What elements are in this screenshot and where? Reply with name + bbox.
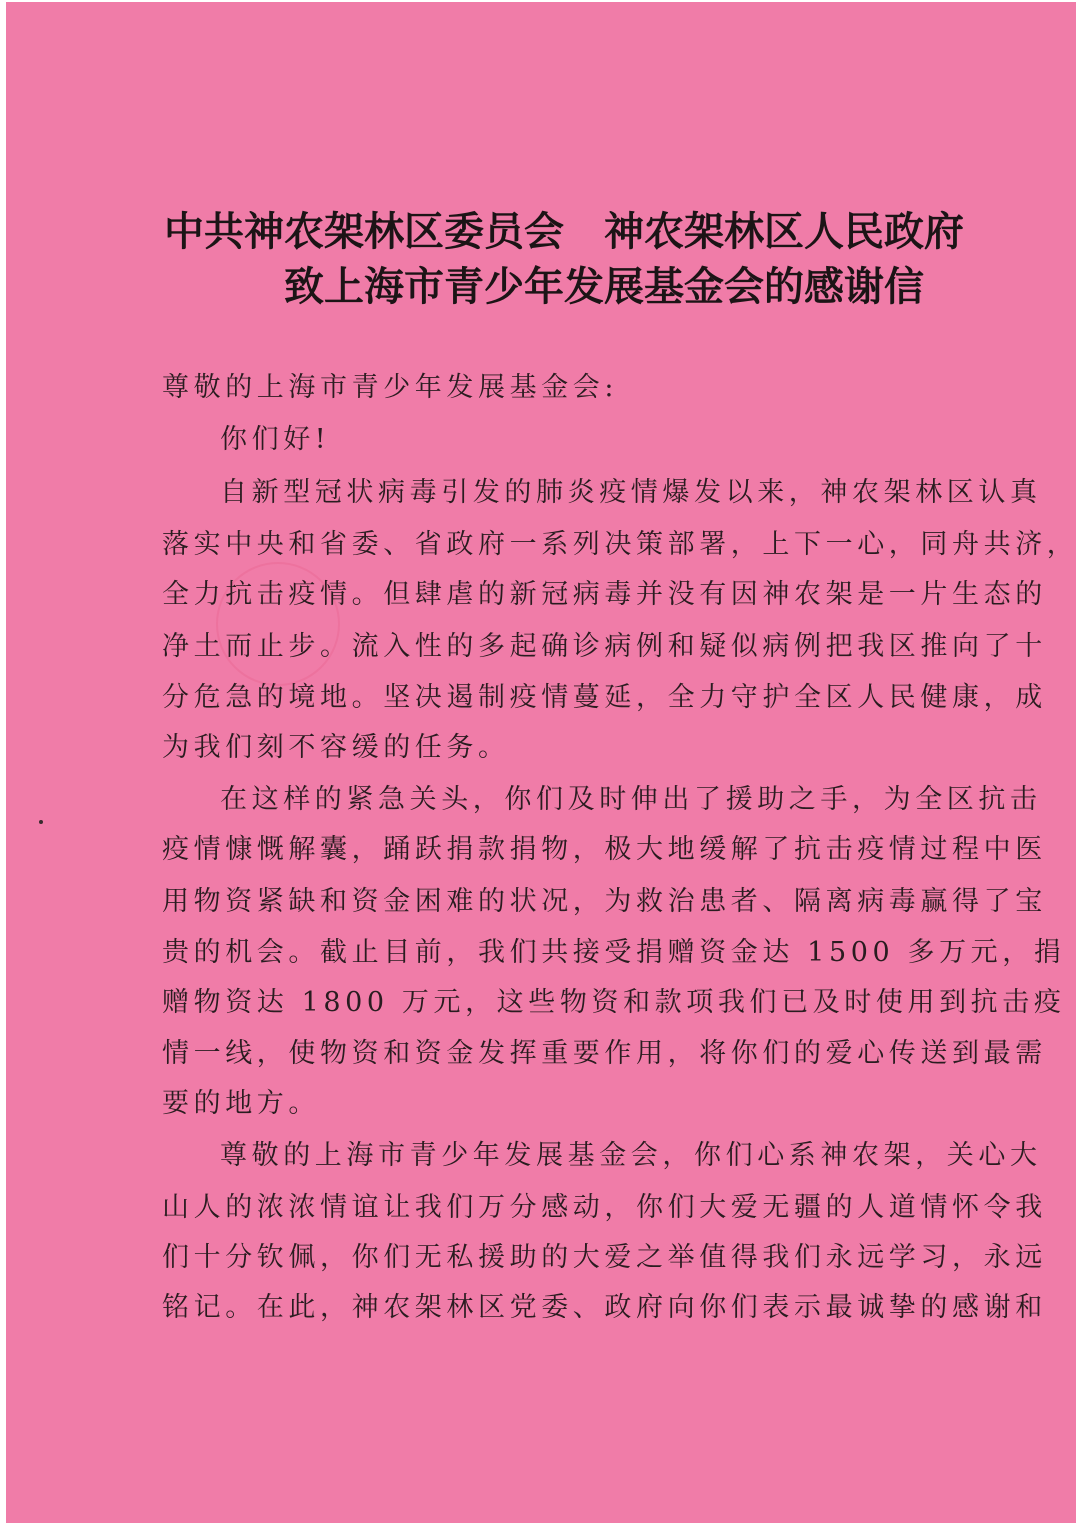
salutation: 尊敬的上海市青少年发展基金会:	[162, 372, 619, 403]
paragraph-1-line: 落实中央和省委、省政府一系列决策部署，上下一心，同舟共济，	[162, 529, 1079, 560]
paragraph-1-line: 为我们刻不容缓的任务。	[162, 732, 510, 763]
paragraph-2-line: 情一线，使物资和资金发挥重要作用，将你们的爱心传送到最需	[162, 1038, 1047, 1069]
paragraph-3-line: 们十分钦佩，你们无私援助的大爱之举值得我们永远学习，永远	[162, 1242, 1047, 1273]
greeting: 你们好!	[220, 424, 331, 455]
paragraph-3-line: 山人的浓浓情谊让我们万分感动，你们大爱无疆的人道情怀令我	[162, 1192, 1047, 1223]
paragraph-2-line: 贵的机会。截止目前，我们共接受捐赠资金达 1500 多万元，捐	[162, 937, 1066, 968]
title-issuer-party-committee: 中共神农架林区委员会	[164, 208, 564, 255]
paragraph-3-line: 铭记。在此，神农架林区党委、政府向你们表示最诚挚的感谢和	[162, 1292, 1047, 1323]
paragraph-1-line: 全力抗击疫情。但肆虐的新冠病毒并没有因神农架是一片生态的	[162, 579, 1047, 610]
title-subject: 致上海市青少年发展基金会的感谢信	[284, 263, 924, 310]
scan-speck	[39, 820, 43, 824]
paragraph-2-line: 赠物资达 1800 万元，这些物资和款项我们已及时使用到抗击疫	[162, 987, 1066, 1018]
paragraph-2-line: 要的地方。	[162, 1088, 320, 1119]
paragraph-2-line: 在这样的紧急关头，你们及时伸出了援助之手，为全区抗击	[220, 784, 1042, 815]
paragraph-1-line: 分危急的境地。坚决遏制疫情蔓延，全力守护全区人民健康，成	[162, 682, 1047, 713]
paragraph-3-line: 尊敬的上海市青少年发展基金会，你们心系神农架，关心大	[220, 1140, 1042, 1171]
paragraph-1-line: 自新型冠状病毒引发的肺炎疫情爆发以来，神农架林区认真	[220, 477, 1042, 508]
paragraph-1-line: 净土而止步。流入性的多起确诊病例和疑似病例把我区推向了十	[162, 631, 1047, 662]
title-issuer-government: 神农架林区人民政府	[604, 208, 964, 255]
paragraph-2-line: 用物资紧缺和资金困难的状况，为救治患者、隔离病毒赢得了宝	[162, 886, 1047, 917]
paragraph-2-line: 疫情慷慨解囊，踊跃捐款捐物，极大地缓解了抗击疫情过程中医	[162, 834, 1047, 865]
